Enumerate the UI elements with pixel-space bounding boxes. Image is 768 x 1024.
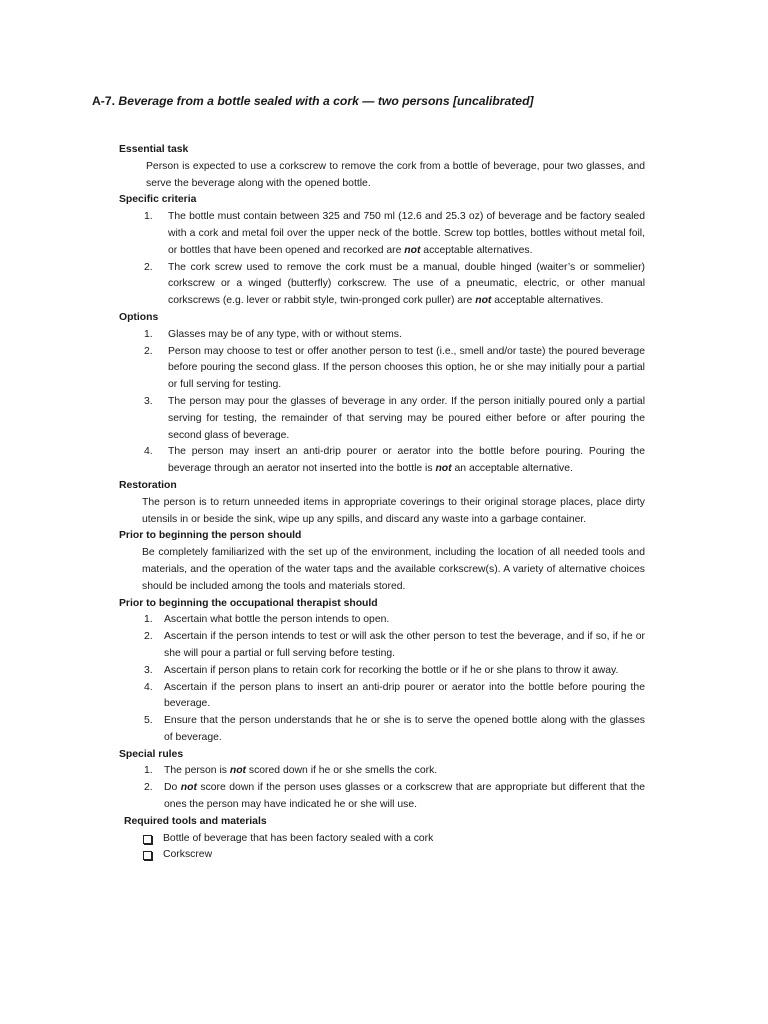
emphasis-text: not (404, 244, 421, 256)
list-number: 2. (144, 631, 153, 643)
emphasis-text: not (475, 295, 492, 307)
section-heading: Required tools and materials (124, 815, 267, 827)
list-text: Person may choose to test or offer another person to test (i.e., smell and/or taste) the poured beverage before pouring the second glass. If the person chooses this option, he or she may initially pour a partial or full serving for testing. (168, 345, 645, 391)
list-item (119, 344, 645, 394)
tool-item (119, 831, 645, 848)
list-number: 1. (144, 614, 153, 626)
numbered-list (119, 763, 645, 813)
section-restoration (119, 478, 645, 528)
section-special-rules (119, 747, 645, 814)
list-text: The person is (164, 765, 230, 777)
list-item (119, 327, 645, 344)
list-item (119, 444, 645, 478)
section-tools (119, 814, 645, 864)
section-heading: Essential task (119, 144, 189, 155)
tool-label: Corkscrew (163, 849, 213, 861)
title-text: Beverage from a bottle sealed with a cork — two persons [uncalibrated] (118, 94, 534, 108)
emphasis-text: not (435, 463, 452, 475)
list-number: 4. (144, 446, 153, 458)
tool-label: Bottle of beverage that has been factory sealed with a cork (163, 832, 434, 844)
list-text: Ascertain if the person intends to test or will ask the other person to test the beverage, and if so, if he or she will pour a partial or full serving before testing. (164, 631, 645, 659)
section-paragraph: The person is to return unneeded items in appropriate coverings to their original storage places, place dirty utensils in or beside the sink, wipe up any spills, and discard any waste into a garbage container. (142, 496, 645, 525)
list-text: The cork screw used to remove the cork must be a manual, double hinged (waiter’s or sommelier) corkscrew or a winged (butterfly) corkscrew. The use of a pneumatic, electric, or other manual corkscrews (e.g. lever or rabbit style, twin-pronged cork puller) are (168, 261, 645, 307)
list-text: acceptable alternatives. (420, 244, 533, 256)
list-item (119, 209, 645, 259)
list-text: scored down if he or she smells the cork. (246, 765, 438, 777)
list-number: 1. (144, 211, 153, 223)
checkbox-icon (143, 851, 152, 860)
list-item (119, 612, 645, 629)
section-essential-task (119, 142, 645, 192)
list-item (119, 763, 645, 780)
list-text: The bottle must contain between 325 and 750 ml (12.6 and 25.3 oz) of beverage and be factory sealed with a cork and metal foil over the upper neck of the bottle. Screw top bottles, bottles without metal foil, or bottles that have been opened and recorked are (168, 211, 645, 256)
section-heading: Prior to beginning the occupational therapist should (119, 597, 378, 609)
section-heading: Prior to beginning the person should (119, 530, 302, 542)
section-prior-ot (119, 596, 645, 747)
list-number: 1. (144, 328, 153, 340)
list-text: Do (164, 782, 181, 794)
list-number: 1. (144, 765, 153, 777)
list-item (119, 260, 645, 310)
page-title (92, 93, 692, 109)
list-text: The person may insert an anti-drip pourer or aerator into the bottle before pouring. Pouring the beverage through an aerator not inserted into the bottle is (168, 446, 645, 475)
list-number: 4. (144, 681, 153, 693)
numbered-list (119, 209, 645, 310)
document-body (119, 142, 645, 864)
section-heading: Restoration (119, 479, 177, 491)
list-number: 2. (144, 261, 153, 273)
list-item (119, 780, 645, 814)
list-text: Ascertain if person plans to retain cork for recorking the bottle or if he or she plans to throw it away. (164, 664, 619, 676)
section-specific-criteria (119, 192, 645, 310)
numbered-list (119, 612, 645, 746)
checkbox-icon (143, 835, 152, 844)
list-text: Ascertain what bottle the person intends to open. (164, 614, 390, 626)
list-item (119, 680, 645, 714)
section-options (119, 310, 645, 478)
list-number: 2. (144, 345, 153, 357)
list-text: Glasses may be of any type, with or without stems. (168, 328, 402, 340)
section-prior-person (119, 528, 645, 595)
list-text: an acceptable alternative. (451, 463, 573, 475)
section-heading: Specific criteria (119, 194, 197, 206)
emphasis-text: not (229, 765, 246, 777)
list-item (119, 713, 645, 747)
checkbox-list (119, 831, 645, 865)
list-text: Ascertain if the person plans to insert an anti-drip pourer or aerator into the bottle before pouring the beverage. (164, 681, 645, 710)
list-item (119, 663, 645, 680)
emphasis-text: not (180, 782, 197, 794)
list-text: score down if the person uses glasses or a corkscrew that are appropriate but different that the ones the person may have indicated he or she will use. (164, 782, 646, 811)
list-number: 3. (144, 664, 153, 676)
list-text: Ensure that the person understands that he or she is to serve the opened bottle along with the glasses of beverage. (164, 715, 645, 743)
tool-item (119, 847, 645, 864)
title-code: A-7. (92, 94, 116, 108)
list-number: 2. (144, 782, 153, 794)
section-heading: Special rules (119, 748, 184, 760)
list-item (119, 394, 645, 444)
numbered-list (119, 327, 645, 478)
list-number: 3. (144, 395, 153, 407)
section-heading: Options (119, 311, 159, 323)
section-paragraph: Be completely familiarized with the set up of the environment, including the location of all needed tools and materials, and the operation of the water taps and the available corkscrew(s). A variety of alternative choices should be included among the tools and materials stored. (142, 547, 645, 592)
list-text: acceptable alternatives. (491, 295, 604, 307)
section-paragraph: Person is expected to use a corkscrew to remove the cork from a bottle of beverage, pour two glasses, and serve the beverage along with the opened bottle. (146, 160, 645, 189)
list-text: The person may pour the glasses of beverage in any order. If the person initially poured only a partial serving for testing, the remainder of that serving may be poured either before or after pouring the second glass of beverage. (168, 395, 645, 441)
list-item (119, 629, 645, 663)
list-number: 5. (144, 715, 153, 727)
